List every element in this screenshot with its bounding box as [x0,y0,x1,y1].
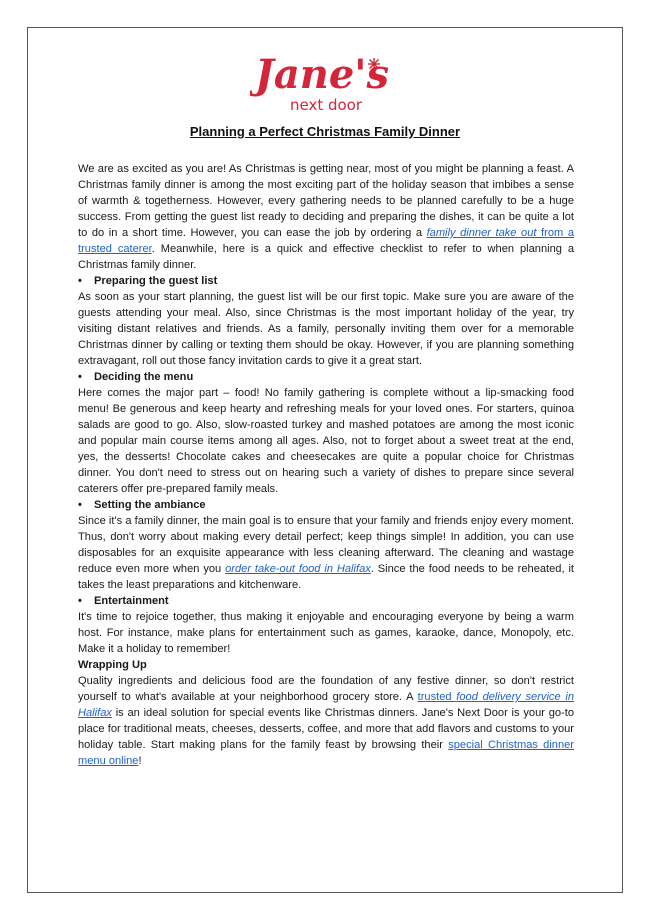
article-body [78,161,574,769]
section-heading: • Preparing the guest list [78,275,218,287]
janes-logo-icon [250,48,400,118]
christmas-menu-link[interactable]: special Christmas dinner menu online [78,739,575,767]
brand-logo [28,48,622,118]
section-heading: • Setting the ambiance [78,499,206,511]
svg-text:Jane's: Jane's [254,51,390,98]
wrapup-paragraph: Quality ingredients and delicious food are the foundation of any festive dinner, so don't restrict yourself to what's available at your neighborhood grocery store. A trusted food delivery service in Halifax is an ideal solution for special events like Christmas dinners. Jane's Next Door is your go-to place for traditional meats, cheeses, desserts, coffee, and more that add flavors and customs to your holiday table. Start making plans for the family feast by browsing their special Christmas dinner menu online! [78,675,575,767]
family-dinner-link[interactable]: family dinner take out from a trusted caterer [78,227,574,255]
section-text: As soon as your start planning, the guest list will be our first topic. Make sure you are aware of the guests attending your meal. Also, since Christmas is the most important holiday of the year, try visiting distant relatives and friends. As a family, personally inviting them over for a memorable Christmas dinner by calling or texting them should be okay. However, if you are planning something extravagant, roll out those fancy invitation cards to give it a great start. [78,291,574,367]
wrapup-heading: Wrapping Up [78,659,147,671]
order-takeout-link[interactable]: order take-out food in Halifax [225,563,371,575]
section-heading: • Deciding the menu [78,371,194,383]
section-text: It's time to rejoice together, thus making it enjoyable and encouraging everyone by being a warm host. For instance, make plans for entertainment such as games, karaoke, dance, Monopoly, etc. Make it a holiday to remember! [78,611,574,655]
page-title: Planning a Perfect Christmas Family Dinner [189,124,461,139]
section-text: Here comes the major part – food! No family gathering is complete without a lip-smacking food menu! Be generous and keep hearty and refreshing meals for your loved ones. For starters, quinoa salads are good to go. Also, slow-roasted turkey and mashed potatoes are among the most iconic and popular main course items among all ages. Also, not to forget about a sweet treat at the end, yes, the desserts! Chocolate cakes and cheesecakes are quite a popular choice for Christmas dinner. You don't need to stress out on hearing such a variety of dishes to prepare since several caterers offer pre-prepared family meals. [78,387,574,495]
food-delivery-link[interactable]: trusted food delivery service in Halifax [78,691,574,719]
section-text: Since it's a family dinner, the main goal is to ensure that your family and friends enjoy every moment. Thus, don't worry about making every detail perfect; keep things simple! In addition, you can use disposables for an exquisite appearance with less cleaning afterward. The cleaning and wastage reduce even more when you order take-out food in Halifax. Since the food needs to be reheated, it takes the least preparations and kitchenware. [78,515,574,591]
document-page [27,27,623,893]
section-heading: • Entertainment [78,595,169,607]
svg-text:next door: next door [289,96,363,114]
intro-paragraph: We are as excited as you are! As Christmas is getting near, most of you might be planning a feast. A Christmas family dinner is among the most exciting part of the holiday season that imbibes a sense of warmth & togetherness. However, every gathering needs to be planned carefully to be a huge success. From getting the guest list ready to deciding and preparing the dishes, it can be quite a lot to do in a short time. However, you can ease the job by ordering a family dinner take out from a trusted caterer. Meanwhile, here is a quick and effective checklist to refer to when planning a Christmas family dinner. [78,163,574,271]
